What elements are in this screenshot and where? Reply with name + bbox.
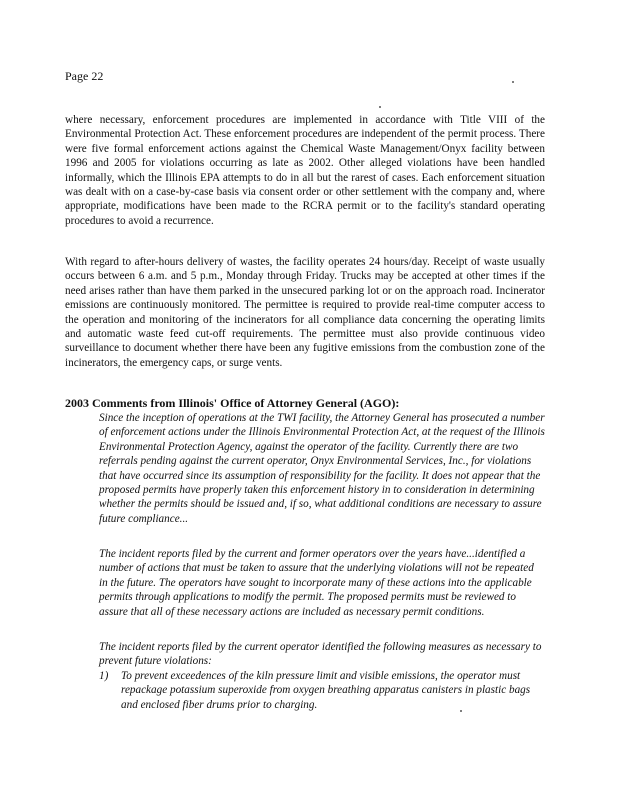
scan-speck [379,106,381,108]
ago-quote-enforcement-history: Since the inception of operations at the TWI facility, the Attorney General has prosecuted a number of enforcement actions under the Illinois Environmental Protection Act, at the request of the Illinois Environmental Protection Agency, against the operator of the facility. Currently there are two referrals pending against the current operator, Onyx Environmental Services, Inc., for violations that have occurred since its assumption of responsibility for the facility. It does not appear that the proposed permits have properly taken this enforcement history in to consideration in determining whether the permits should be issued and, if so, what additional conditions are necessary to assure future compliance... [99,412,545,525]
body-paragraph-enforcement: where necessary, enforcement procedures are implemented in accordance with Title VIII of the Environmental Protection Act. These enforcement procedures are independent of the permit process. There were five formal enforcement actions against the Chemical Waste Management/Onyx facility between 1996 and 2005 for violations occurring as late as 2002. Other alleged violations have been handled informally, which the Illinois EPA attempts to do in all but the rarest of cases. Each enforcement situation was dealt with on a case-by-case basis via consent order or other settlement with the company and, where appropriate, modifications have been made to the RCRA permit or to the facility's standard operating procedures to avoid a recurrence. [65,114,545,227]
list-item-number: 1) [99,670,109,682]
section-heading-ago-comments: 2003 Comments from Illinois' Office of Attorney General (AGO): [65,396,400,410]
list-item-text: To prevent exceedences of the kiln pressure limit and visible emissions, the operator must repackage potassium superoxide from oxygen breathing apparatus canisters in plastic bags and enclosed fiber drums prior to charging. [121,670,531,711]
body-paragraph-after-hours: With regard to after-hours delivery of wastes, the facility operates 24 hours/day. Receipt of waste usually occurs between 6 a.m. and 5 p.m., Monday through Friday. Trucks may be accepted at other times if the need arises rather than have them parked in the unsecured parking lot or on the approach road. Incinerator emissions are continuously monitored. The permittee is required to provide real-time computer access to the operation and monitoring of the incinerators for all compliance data concerning the operating limits and automatic waste feed cut-off requirements. The permittee must also provide continuous video surveillance to document whether there have been any fugitive emissions from the combustion zone of the incinerators, the emergency caps, or surge vents. [65,256,545,369]
ago-quote-measures-intro: The incident reports filed by the current operator identified the following measures as necessary to prevent future violations: [99,641,542,668]
page-number: Page 22 [65,69,104,83]
measures-list-item [99,669,545,712]
scan-speck [512,81,514,83]
ago-quote-incident-reports: The incident reports filed by the current and former operators over the years have...identified a number of actions that must be taken to assure that the underlying violations will not be repeated in the future. The operators have sought to incorporate many of these actions into the applicable permits through applications to modify the permit. The proposed permits must be reviewed to assure that all of these necessary actions are included as necessary permit conditions. [99,548,534,618]
